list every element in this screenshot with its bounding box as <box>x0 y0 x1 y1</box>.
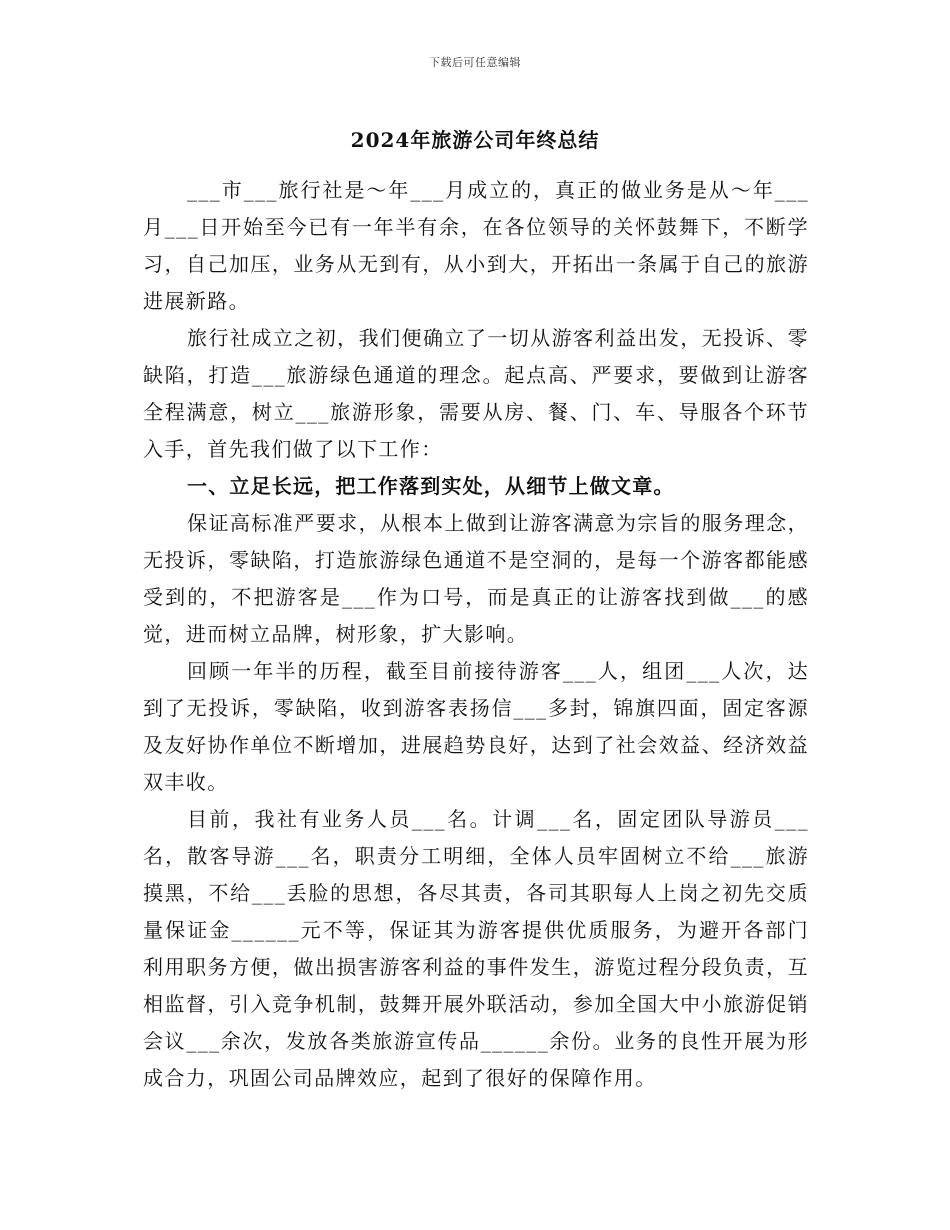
document-body <box>143 172 809 1097</box>
download-note: 下载后可任意编辑 <box>429 56 521 69</box>
section-heading-1: 一、立足长远，把工作落到实处，从细节上做文章。 <box>187 474 675 498</box>
paragraph-review: 回顾一年半的历程，截至目前接待游客___人，组团___人次，达到了无投诉，零缺陷，收到游客表扬信___多封，锦旗四面，固定客源及友好协作单位不断增加，进展趋势良好，达到了社会效益、经济效益双丰收。 <box>143 659 809 794</box>
document-title: 2024年旅游公司年终总结 <box>350 128 600 152</box>
paragraph-founding-concept: 旅行社成立之初，我们便确立了一切从游客利益出发，无投诉、零缺陷，打造___旅游绿色通道的理念。起点高、严要求，要做到让游客全程满意，树立___旅游形象，需要从房、餐、门、车、导服各个环节入手，首先我们做了以下工作： <box>143 326 809 461</box>
paragraph-staffing: 目前，我社有业务人员___名。计调___名，固定团队导游员___名，散客导游___名，职责分工明细，全体人员牢固树立不给___旅游摸黑，不给___丢脸的思想，各尽其责，各司其职每人上岗之初先交质量保证金______元不等，保证其为游客提供优质服务，为避开各部门利用职务方便，做出损害游客利益的事件发生，游览过程分段负责，互相监督，引入竞争机制，鼓舞开展外联活动，参加全国大中小旅游促销会议___余次，发放各类旅游宣传品______余份。业务的良性开展为形成合力，巩固公司品牌效应，起到了很好的保障作用。 <box>143 807 809 1090</box>
paragraph-service-standard: 保证高标准严要求，从根本上做到让游客满意为宗旨的服务理念，无投诉，零缺陷，打造旅游绿色通道不是空洞的，是每一个游客都能感受到的，不把游客是___作为口号，而是真正的让游客找到做___的感觉，进而树立品牌，树形象，扩大影响。 <box>143 511 809 646</box>
paragraph-intro: ___市___旅行社是～年___月成立的，真正的做业务是从～年___月___日开始至今已有一年半有余，在各位领导的关怀鼓舞下，不断学习，自己加压，业务从无到有，从小到大，开拓出一条属于自己的旅游进展新路。 <box>143 178 809 313</box>
